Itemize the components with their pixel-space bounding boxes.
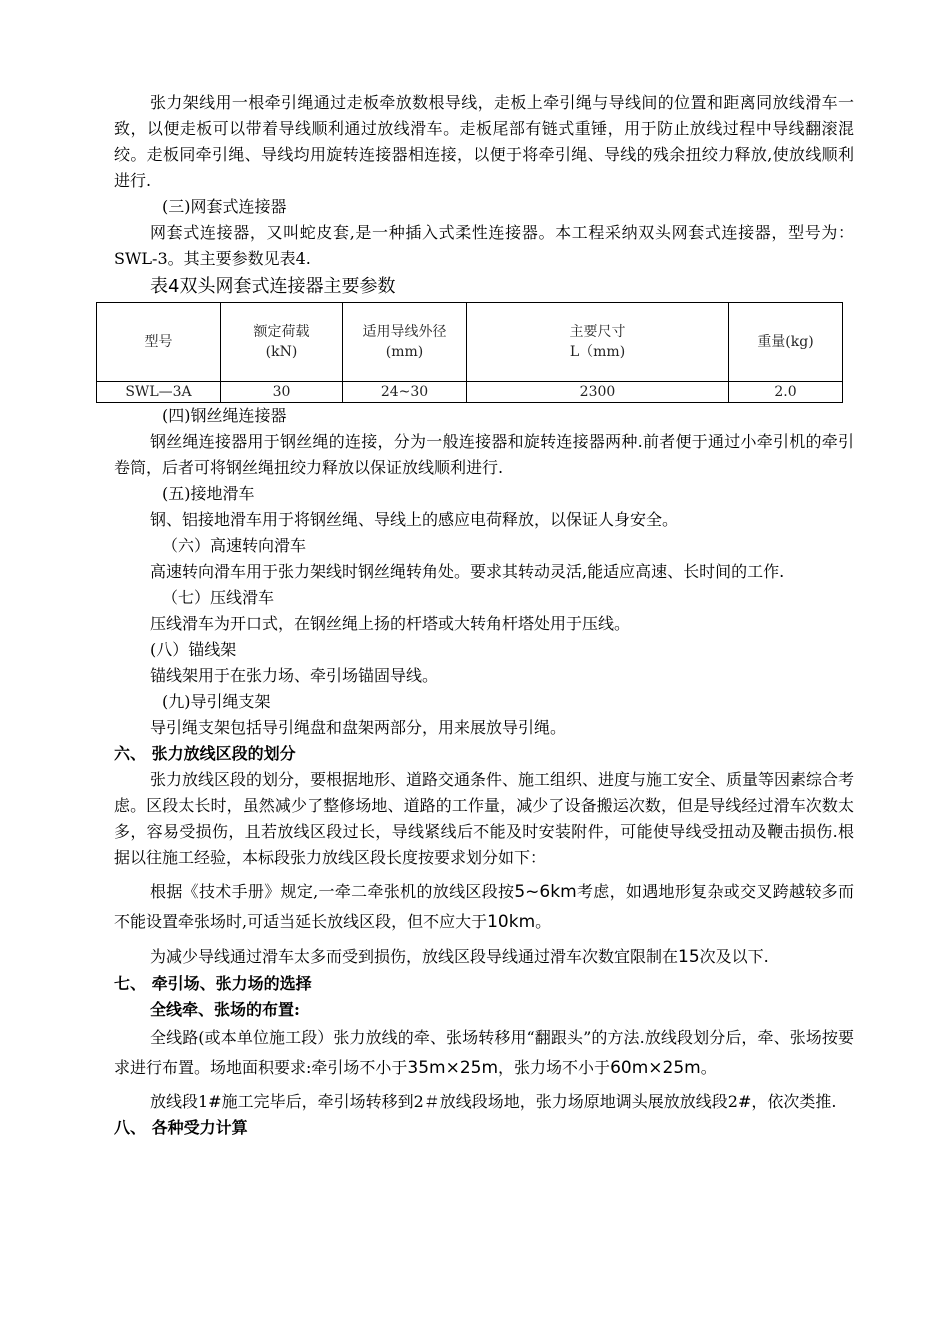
section-heading-six: 六、 张力放线区段的划分 [114, 744, 296, 763]
table-caption: 表4双头网套式连接器主要参数 [150, 276, 396, 297]
subheading-high-speed-pulley: （六）高速转向滑车 [162, 536, 307, 555]
subheading-site-layout: 全线牵、张场的布置: [150, 1000, 300, 1019]
subheading-wire-rope-connector: (四)钢丝绳连接器 [162, 406, 287, 425]
table-cell: 2.0 [729, 382, 843, 403]
paragraph-site-layout: 全线路(或本单位施工段）张力放线的牵、张场转移用“翻跟头”的方法.放线段划分后，牵、张场按要求进行布置。场地面积要求:牵引场不小于35m×25m，张力场不小于60m×25m。 [114, 1028, 854, 1078]
subheading-press-pulley: （七）压线滑车 [162, 588, 275, 607]
paragraph-wire-rope-connector: 钢丝绳连接器用于钢丝绳的连接，分为一般连接器和旋转连接器两种.前者便于通过小牵引机的牵引卷筒，后者可将钢丝绳扭绞力释放以保证放线顺利进行. [114, 432, 854, 477]
table-cell: 30 [221, 382, 343, 403]
paragraph-tech-manual: 根据《技术手册》规定,一牵二牵张机的放线区段按5~6km考虑，如遇地形复杂或交叉跨越较多而不能设置牵张场时,可适当延长放线区段，但不应大于10km。 [114, 882, 854, 932]
paragraph-guide-rope-stand: 导引绳支架包括导引绳盘和盘架两部分，用来展放导引绳。 [150, 718, 567, 737]
table-header-cell: 额定荷载 (kN) [221, 303, 343, 382]
paragraph-site-transfer: 放线段1#施工完毕后，牵引场转移到2＃放线段场地，张力场原地调头展放放线段2#，依次类推. [150, 1092, 837, 1111]
subheading-grounding-pulley: (五)接地滑车 [162, 484, 255, 503]
table-header-cell: 重量(kg) [729, 303, 843, 382]
paragraph-pulley-limit: 为减少导线通过滑车太多而受到损伤，放线区段导线通过滑车次数宜限制在15次及以下. [150, 947, 769, 967]
table-cell: 2300 [467, 382, 729, 403]
parameter-table [96, 302, 843, 403]
paragraph-press-pulley: 压线滑车为开口式，在钢丝绳上扬的杆塔或大转角杆塔处用于压线。 [150, 614, 631, 633]
paragraph-grounding-pulley: 钢、铝接地滑车用于将钢丝绳、导线上的感应电荷释放，以保证人身安全。 [150, 510, 679, 529]
paragraph-high-speed-pulley: 高速转向滑车用于张力架线时钢丝绳转角处。要求其转动灵活,能适应高速、长时间的工作. [150, 562, 785, 581]
paragraph-walking-board: 张力架线用一根牵引绳通过走板牵放数根导线，走板上牵引绳与导线间的位置和距离同放线滑车一致，以便走板可以带着导线顺利通过放线滑车。走板尾部有链式重锤，用于防止放线过程中导线翻滚混绞。走板同牵引绳、导线均用旋转连接器相连接，以便于将牵引绳、导线的残余扭绞力释放,使放线顺利进行. [114, 93, 854, 190]
paragraph-mesh-connector: 网套式连接器，又叫蛇皮套,是一种插入式柔性连接器。本工程采纳双头网套式连接器，型号为：SWL-3。其主要参数见表4. [114, 223, 854, 268]
table-cell: 24~30 [343, 382, 467, 403]
subheading-mesh-connector: (三)网套式连接器 [162, 197, 287, 216]
subheading-guide-rope-stand: (九)导引绳支架 [162, 692, 271, 711]
table-header-cell: 主要尺寸 L（mm) [467, 303, 729, 382]
section-heading-eight: 八、 各种受力计算 [114, 1118, 248, 1137]
document-body [114, 90, 854, 1141]
paragraph-section-division: 张力放线区段的划分，要根据地形、道路交通条件、施工组织、进度与施工安全、质量等因素综合考虑。区段太长时，虽然减少了整修场地、道路的工作量，减少了设备搬运次数，但是导线经过滑车次数太多，容易受损伤，且若放线区段过长，导线紧线后不能及时安装附件，可能使导线受扭动及鞭击损伤.根据以往施工经验，本标段张力放线区段长度按要求划分如下： [114, 770, 855, 867]
subheading-anchor-frame: (八）锚线架 [150, 640, 237, 659]
table-header-cell: 适用导线外径 (mm) [343, 303, 467, 382]
paragraph-anchor-frame: 锚线架用于在张力场、牵引场锚固导线。 [150, 666, 439, 685]
table-cell: SWL—3A [97, 382, 221, 403]
table-header-cell: 型号 [97, 303, 221, 382]
section-heading-seven: 七、 牵引场、张力场的选择 [114, 974, 312, 993]
table-row [97, 382, 843, 403]
table-header-row [97, 303, 843, 382]
